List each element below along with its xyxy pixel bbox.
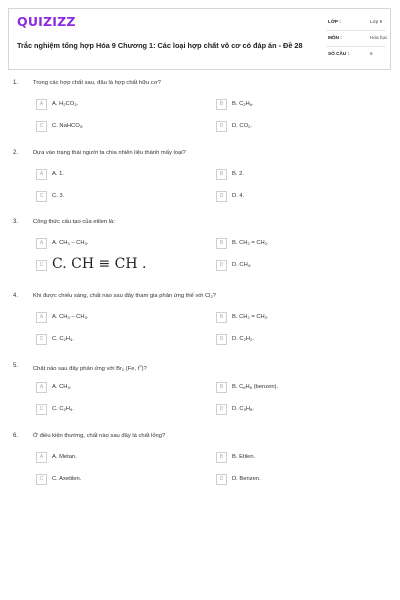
option-text: C. Axetilen. [52,476,82,482]
option-text: C. $C_2H_4$. [52,406,74,412]
question-text: Công thức cấu tạo của etilen là: [33,219,115,225]
option-text: A. 1. [52,171,64,177]
question-text: Trong các hợp chất sau, đâu là hợp chất hữu cơ? [33,80,161,86]
meta-value-subject: Hóa học [370,35,388,40]
option-text: C. NaHCO$_3$. [52,123,84,129]
option-text: D. $CO_2$. [232,123,252,129]
option-letter-box[interactable]: B [216,312,227,323]
meta-row-class [326,15,386,31]
question-text: Dựa vào trạng thái người ta chia nhiên liệu thành mấy loại? [33,150,186,156]
option-letter-box[interactable]: C [36,260,47,271]
question-number: 1. [13,80,19,86]
option-text: D. 4. [232,193,245,199]
option-text: A. $CH_3 - CH_3$. [52,240,89,246]
option-text: A. $H_2CO_3$. [52,101,79,107]
question-text: Chất nào sau đây phản ứng với $Br_2$ (Fe, $t^o$)? [33,363,147,372]
option-text: B. $CH_2 = CH_2$. [232,240,269,246]
option-text: C. 3. [52,193,65,199]
option-letter-box[interactable]: D [216,474,227,485]
option-text: B. $C_2H_6$. [232,101,254,107]
option-text: B. Etilen. [232,454,256,460]
worksheet-header [8,8,391,70]
question-number: 3. [13,219,19,225]
option-letter-box[interactable]: A [36,382,47,393]
question-number: 5. [13,363,19,369]
option-letter-box[interactable]: B [216,382,227,393]
option-letter-box[interactable]: B [216,99,227,110]
option-text: D. $CH_4$. [232,262,252,268]
question-number: 4. [13,293,19,299]
meta-value-count: 6 [370,51,373,56]
option-letter-box[interactable]: A [36,238,47,249]
quizizz-logo: QUIZIZZ [17,14,76,29]
option-letter-box[interactable]: D [216,260,227,271]
meta-label-subject: MÔN : [328,35,342,40]
meta-row-count [326,47,386,63]
option-letter-box[interactable]: B [216,169,227,180]
option-text: A. Metan. [52,454,77,460]
option-letter-box[interactable]: B [216,452,227,463]
meta-row-subject [326,31,386,47]
option-letter-box[interactable]: C [36,334,47,345]
option-letter-box[interactable]: A [36,99,47,110]
option-letter-box[interactable]: D [216,191,227,202]
option-text: A. $CH_3 - CH_3$. [52,314,89,320]
option-text: B. $C_6H_6$ (benzen). [232,384,279,390]
question-text: Khi được chiếu sáng, chất nào sau đây tham gia phản ứng thế với $Cl_2$? [33,293,216,299]
option-text: C. $C_2H_4$. [52,336,74,342]
meta-label-class: LỚP : [328,19,341,24]
option-text: D. $C_2H_2$. [232,336,254,342]
option-letter-box[interactable]: D [216,121,227,132]
meta-value-class: Lớp 9 [370,19,383,24]
option-letter-box[interactable]: A [36,452,47,463]
question-number: 2. [13,150,19,156]
option-text: A. $CH_4$. [52,384,72,390]
question-text: Ở điều kiện thường, chất nào sau đây là chất lỏng? [33,433,166,439]
option-text: B. $CH_2 = CH_2$. [232,314,269,320]
option-letter-box[interactable]: C [36,191,47,202]
option-text: D. $C_3H_8$. [232,406,254,412]
option-letter-box[interactable]: C [36,121,47,132]
worksheet-title: Trắc nghiệm tổng hợp Hóa 9 Chương 1: Các loại hợp chất vô cơ có đáp án - Đề 28 [17,41,303,50]
option-letter-box[interactable]: A [36,169,47,180]
option-letter-box[interactable]: D [216,404,227,415]
option-letter-box[interactable]: C [36,474,47,485]
option-letter-box[interactable]: B [216,238,227,249]
option-text: C. CH ≡ CH . [52,256,147,272]
option-letter-box[interactable]: C [36,404,47,415]
question-number: 6. [13,433,19,439]
meta-info [326,15,386,63]
option-text: D. Benzen. [232,476,261,482]
option-letter-box[interactable]: D [216,334,227,345]
option-letter-box[interactable]: A [36,312,47,323]
option-text: B. 2. [232,171,244,177]
meta-label-count: SỐ CÂU : [328,51,350,56]
